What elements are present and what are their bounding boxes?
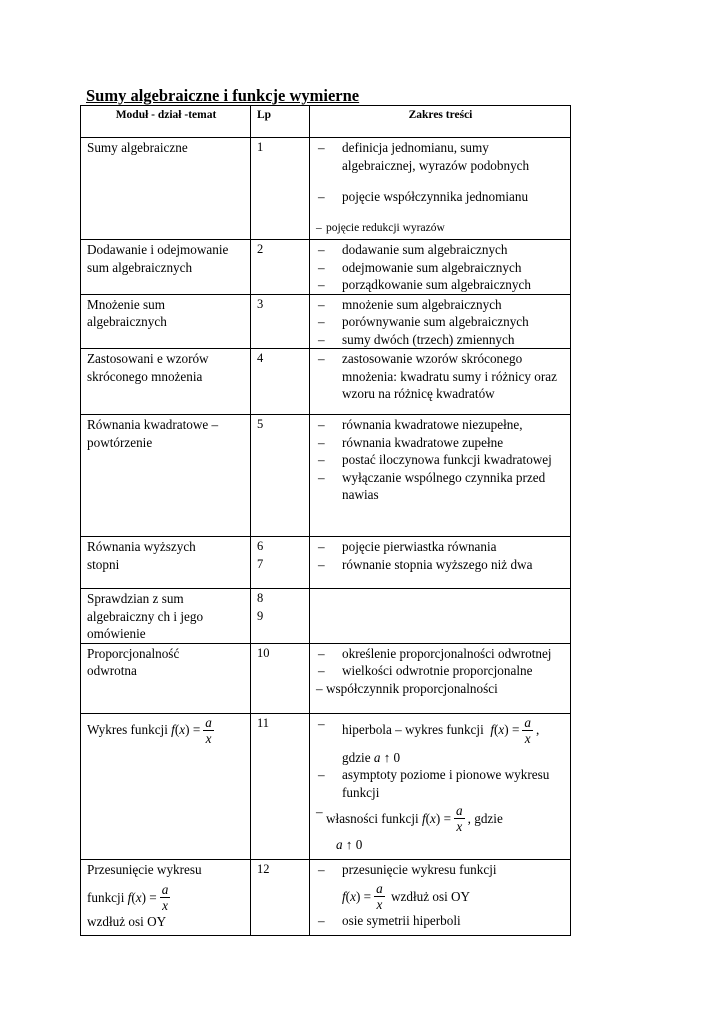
row-lp: 1 bbox=[251, 138, 310, 240]
list-item: – własności funkcji f ( x ) = $\frac{a}{x}$ , gdzie a ↑ 0 bbox=[316, 803, 565, 854]
row-zakres bbox=[310, 294, 571, 349]
row-zakres bbox=[310, 643, 571, 713]
row-lp: 6 7 bbox=[251, 537, 310, 589]
list-item: – określenie proporcjonalności odwrotnej bbox=[316, 645, 565, 663]
table-row bbox=[81, 240, 571, 295]
arrow-up-icon: ↑ bbox=[383, 749, 391, 765]
row-modul: Dodawanie i odejmowanie sum algebraicznych bbox=[81, 240, 251, 295]
row-modul bbox=[81, 713, 251, 859]
row-modul: Proporcjonalność odwrotna bbox=[81, 643, 251, 713]
table-row bbox=[81, 713, 571, 859]
table-row bbox=[81, 643, 571, 713]
list-item: – pojęcie pierwiastka równania bbox=[316, 538, 565, 556]
row-modul: Mnożenie sum algebraicznych bbox=[81, 294, 251, 349]
row-lp: 5 bbox=[251, 415, 310, 537]
row-zakres bbox=[310, 537, 571, 589]
fraction-a-over-x: $\frac{a}{x}$ bbox=[376, 881, 383, 912]
row-zakres bbox=[310, 240, 571, 295]
arrow-up-icon: ↑ bbox=[345, 837, 353, 852]
table-row bbox=[81, 589, 571, 644]
table-row bbox=[81, 537, 571, 589]
row-modul: Równania kwadratowe – powtórzenie bbox=[81, 415, 251, 537]
formula-line: funkcji f ( x ) = $\frac{a}{x}$ bbox=[87, 882, 169, 913]
row-lp: 12 bbox=[251, 859, 310, 935]
row-modul-text: Przesunięcie wykresu bbox=[87, 861, 202, 877]
list-item: – przesunięcie wykresu funkcji f ( x ) = $\frac{a}{x}$ wzdłuż osi OY bbox=[316, 861, 565, 913]
fraction-a-over-x: $\frac{a}{x}$ bbox=[161, 882, 169, 913]
list-item: – porównywanie sum algebraicznych bbox=[316, 313, 565, 331]
fraction-a-over-x: $\frac{a}{x}$ bbox=[205, 714, 212, 746]
list-item: – współczynnik proporcjonalności bbox=[316, 680, 565, 698]
fraction-a-over-x: $\frac{a}{x}$ bbox=[456, 803, 463, 834]
list-item: – równania kwadratowe niezupełne, bbox=[316, 416, 565, 434]
row-modul-text: Wykres funkcji bbox=[87, 722, 168, 738]
row-zakres bbox=[310, 589, 571, 644]
list-item: – sumy dwóch (trzech) zmiennych bbox=[316, 331, 565, 349]
list-item: – hiperbola – wykres funkcji f ( x ) = $\frac{a}{x}$ , gdzie a ↑ 0 bbox=[316, 715, 565, 767]
list-item: – pojęcie współczynnika jednomianu bbox=[316, 188, 565, 206]
formula-line: Wykres funkcji f ( x ) = $\frac{a}{x}$ bbox=[87, 714, 212, 746]
list-item: – zastosowanie wzorów skróconego mnożenia: kwadratu sumy i różnicy oraz wzoru na różnicę kwadratów bbox=[316, 350, 565, 403]
list-item: – równania kwadratowe zupełne bbox=[316, 434, 565, 452]
list-item: – pojęcie redukcji wyrazów bbox=[316, 220, 565, 238]
row-modul: Zastosowani e wzorów skróconego mnożenia bbox=[81, 349, 251, 415]
list-item: – równanie stopnia wyższego niż dwa bbox=[316, 556, 565, 574]
row-zakres bbox=[310, 859, 571, 935]
table-row bbox=[81, 349, 571, 415]
row-lp: 11 bbox=[251, 713, 310, 859]
list-item: – mnożenie sum algebraicznych bbox=[316, 296, 565, 314]
list-item: – porządkowanie sum algebraicznych bbox=[316, 276, 565, 294]
header-modul: Moduł - dział -temat bbox=[81, 106, 251, 138]
row-lp: 8 9 bbox=[251, 589, 310, 644]
row-zakres bbox=[310, 349, 571, 415]
row-lp: 3 bbox=[251, 294, 310, 349]
table-row bbox=[81, 138, 571, 240]
list-item: – wyłączanie wspólnego czynnika przed nawias bbox=[316, 469, 565, 504]
table-row bbox=[81, 415, 571, 537]
list-item: – asymptoty poziome i pionowe wykresu funkcji bbox=[316, 766, 565, 801]
table-header-row bbox=[81, 106, 571, 138]
row-zakres bbox=[310, 415, 571, 537]
document-title: Sumy algebraiczne i funkcje wymierne bbox=[86, 86, 360, 105]
table-row bbox=[81, 859, 571, 935]
math-eq: = bbox=[192, 722, 201, 738]
curriculum-table bbox=[80, 105, 571, 936]
header-lp: Lp bbox=[251, 106, 310, 138]
row-modul: Sumy algebraiczne bbox=[81, 138, 251, 240]
fraction-a-over-x: $\frac{a}{x}$ bbox=[524, 714, 531, 746]
math-f: f bbox=[171, 722, 175, 738]
row-modul: Sprawdzian z sum algebraiczny ch i jego omówienie bbox=[81, 589, 251, 644]
table-row bbox=[81, 294, 571, 349]
header-zakres: Zakres treści bbox=[310, 106, 571, 138]
row-lp: 10 bbox=[251, 643, 310, 713]
list-item: – postać iloczynowa funkcji kwadratowej bbox=[316, 451, 565, 469]
list-item: – definicja jednomianu, sumy algebraicznej, wyrazów podobnych bbox=[316, 139, 565, 174]
row-zakres bbox=[310, 138, 571, 240]
list-item: – odejmowanie sum algebraicznych bbox=[316, 259, 565, 277]
list-item: – dodawanie sum algebraicznych bbox=[316, 241, 565, 259]
row-lp: 2 bbox=[251, 240, 310, 295]
row-lp: 4 bbox=[251, 349, 310, 415]
list-item: – wielkości odwrotnie proporcjonalne bbox=[316, 662, 565, 680]
list-item: – osie symetrii hiperboli bbox=[316, 912, 565, 930]
row-modul: Równania wyższych stopni bbox=[81, 537, 251, 589]
row-modul: Przesunięcie wykresu funkcji f ( x ) = $\frac{a}{x}$ wzdłuż osi OY bbox=[81, 859, 251, 935]
math-x: x bbox=[179, 722, 186, 738]
row-zakres bbox=[310, 713, 571, 859]
